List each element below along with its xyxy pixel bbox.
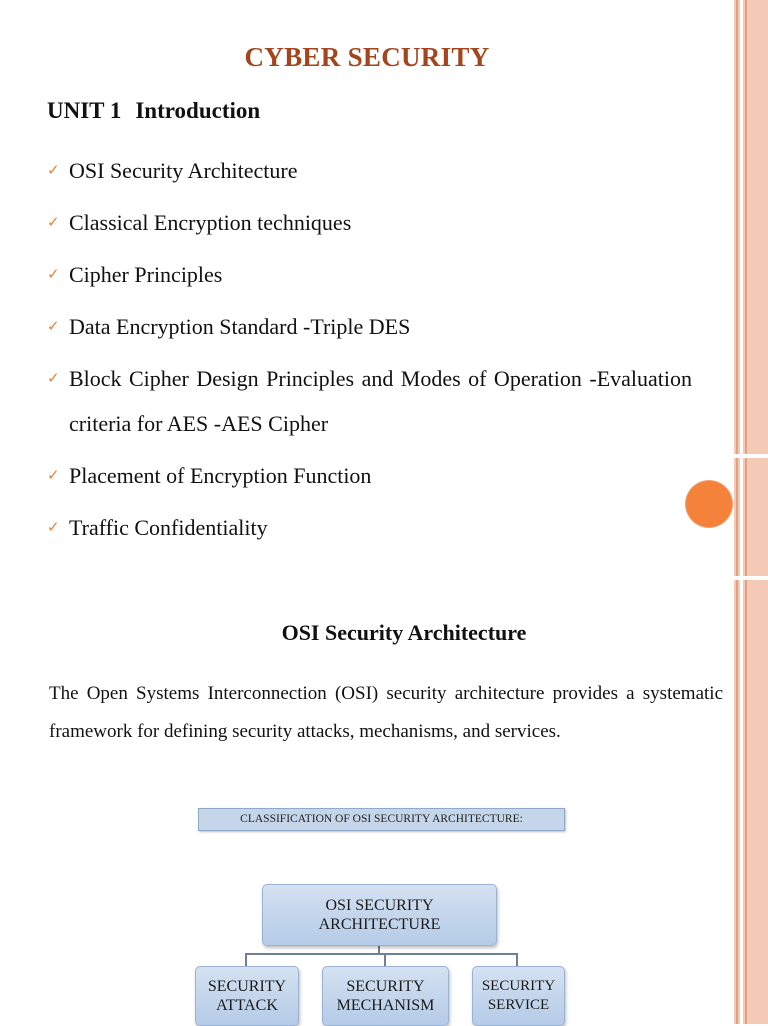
- diagram-security-mechanism-box: SECURITY MECHANISM: [322, 966, 449, 1026]
- border-gap: [734, 454, 768, 458]
- border-gap: [734, 576, 768, 580]
- topic-list: [47, 148, 692, 557]
- list-item: ✓ Block Cipher Design Principles and Modes of Operation -Evaluation criteria for AES -AES Cipher: [47, 356, 692, 446]
- connector-line: [245, 953, 518, 955]
- checkmark-icon: ✓: [47, 265, 60, 283]
- unit-heading: [47, 98, 260, 124]
- checkmark-icon: ✓: [47, 317, 60, 335]
- page-title: CYBER SECURITY: [244, 42, 490, 72]
- section-paragraph: The Open Systems Interconnection (OSI) security architecture provides a systematic framework for defining security attacks, mechanisms, and services.: [49, 683, 723, 742]
- checkmark-icon: ✓: [47, 161, 60, 179]
- border-line: [745, 0, 747, 1024]
- list-item: ✓ Cipher Principles: [47, 252, 692, 297]
- checkmark-icon: ✓: [47, 518, 60, 536]
- connector-line: [245, 953, 247, 966]
- list-item: ✓ Traffic Confidentiality: [47, 505, 692, 550]
- list-item: ✓ Data Encryption Standard -Triple DES: [47, 304, 692, 349]
- diagram-security-attack-box: SECURITY ATTACK: [195, 966, 299, 1026]
- list-item: ✓ Placement of Encryption Function: [47, 453, 692, 498]
- unit-name: Introduction: [135, 98, 261, 123]
- classification-label: CLASSIFICATION OF OSI SECURITY ARCHITECTURE:: [198, 808, 565, 831]
- section-heading: OSI Security Architecture: [281, 620, 527, 645]
- list-item: ✓ Classical Encryption techniques: [47, 200, 692, 245]
- diagram-security-service-box: SECURITY SERVICE: [472, 966, 565, 1026]
- connector-line: [384, 953, 386, 966]
- orange-circle-decoration: [686, 481, 732, 527]
- border-line: [736, 0, 738, 1024]
- diagram-root-box: OSI SECURITY ARCHITECTURE: [262, 884, 497, 946]
- list-item: ✓ OSI Security Architecture: [47, 148, 692, 193]
- checkmark-icon: ✓: [47, 213, 60, 231]
- connector-line: [516, 953, 518, 966]
- border-line: [740, 0, 743, 1024]
- checkmark-icon: ✓: [47, 466, 60, 484]
- checkmark-icon: ✓: [47, 369, 60, 387]
- unit-label: UNIT 1: [47, 98, 122, 123]
